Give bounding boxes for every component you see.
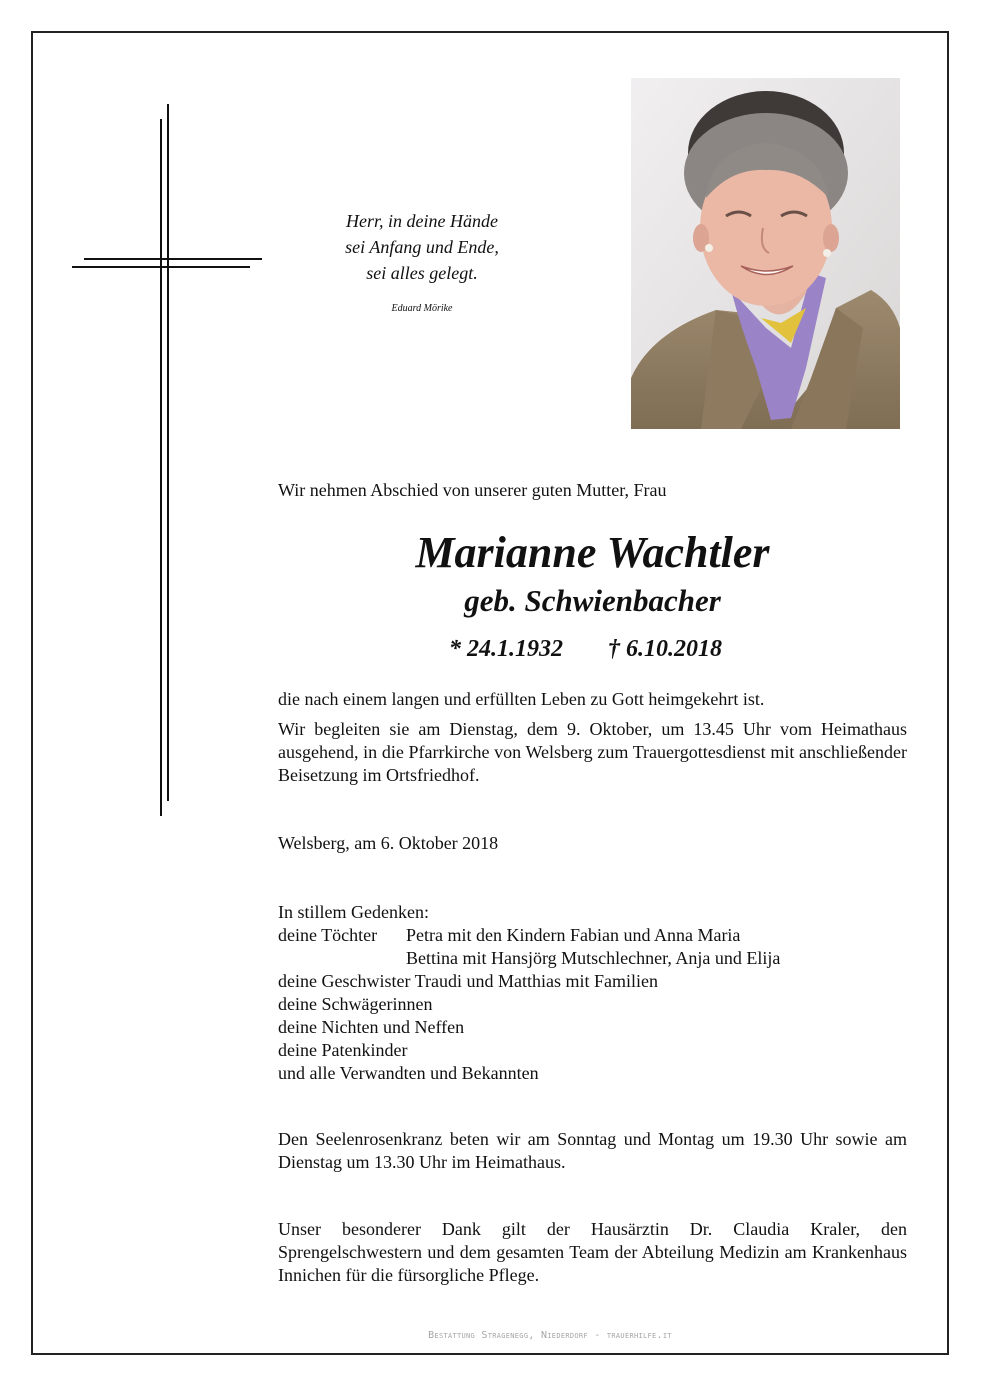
daughter-entry: Bettina mit Hansjörg Mutschlechner, Anja und Elija	[406, 948, 781, 968]
place-date: Welsberg, am 6. Oktober 2018	[278, 833, 499, 853]
portrait-photo	[631, 78, 900, 429]
quote-line: sei Anfang und Ende,	[345, 237, 499, 257]
mourner-entry: deine Patenkinder	[278, 1040, 408, 1060]
passing-text: die nach einem langen und erfüllten Leben zu Gott heimgekehrt ist.	[278, 689, 765, 709]
quote-line: Herr, in deine Hände	[346, 211, 498, 231]
mourners-list	[278, 901, 907, 1085]
mourner-entry: deine Schwägerinnen	[278, 994, 433, 1014]
daughters-label: deine Töchter	[278, 925, 378, 945]
mourner-entry: deine Nichten und Neffen	[278, 1017, 465, 1037]
deceased-name: Marianne Wachtler	[415, 528, 770, 577]
thanks-text: Unser besonderer Dank gilt der Hausärztin Dr. Claudia Kraler, den Sprengelschwestern und dem gesamten Team der Abteilung Medizin am Krankenhaus Innichen für die fürsorgliche Pflege.	[278, 1219, 907, 1285]
quote	[322, 208, 522, 286]
intro-text: Wir nehmen Abschied von unserer guten Mutter, Frau	[278, 480, 667, 500]
mourners-heading: In stillem Gedenken:	[278, 902, 429, 922]
footer-credit: Bestattung Stragenegg, Niederdorf - trauerhilfe.it	[428, 1330, 672, 1341]
daughters-row	[278, 947, 907, 970]
death-date: † 6.10.2018	[608, 636, 722, 662]
funeral-text: Wir begleiten sie am Dienstag, dem 9. Oktober, um 13.45 Uhr vom Heimathaus ausgehend, in die Pfarrkirche von Welsberg zum Trauergottesdienst mit anschließender Beisetzung im Ortsfriedhof.	[278, 719, 907, 785]
daughter-entry: Petra mit den Kindern Fabian und Anna Maria	[406, 925, 741, 945]
daughters-row	[278, 924, 907, 947]
quote-line: sei alles gelegt.	[366, 263, 478, 283]
birth-name: geb. Schwienbacher	[464, 583, 721, 618]
rosary-text: Den Seelenrosenkranz beten wir am Sonntag und Montag um 19.30 Uhr sowie am Dienstag um 13.30 Uhr im Heimathaus.	[278, 1129, 907, 1172]
mourner-entry: deine Geschwister Traudi und Matthias mit Familien	[278, 971, 658, 991]
birth-date: * 24.1.1932	[449, 636, 563, 662]
quote-author: Eduard Mörike	[391, 303, 453, 314]
mourner-entry: und alle Verwandten und Bekannten	[278, 1063, 539, 1083]
